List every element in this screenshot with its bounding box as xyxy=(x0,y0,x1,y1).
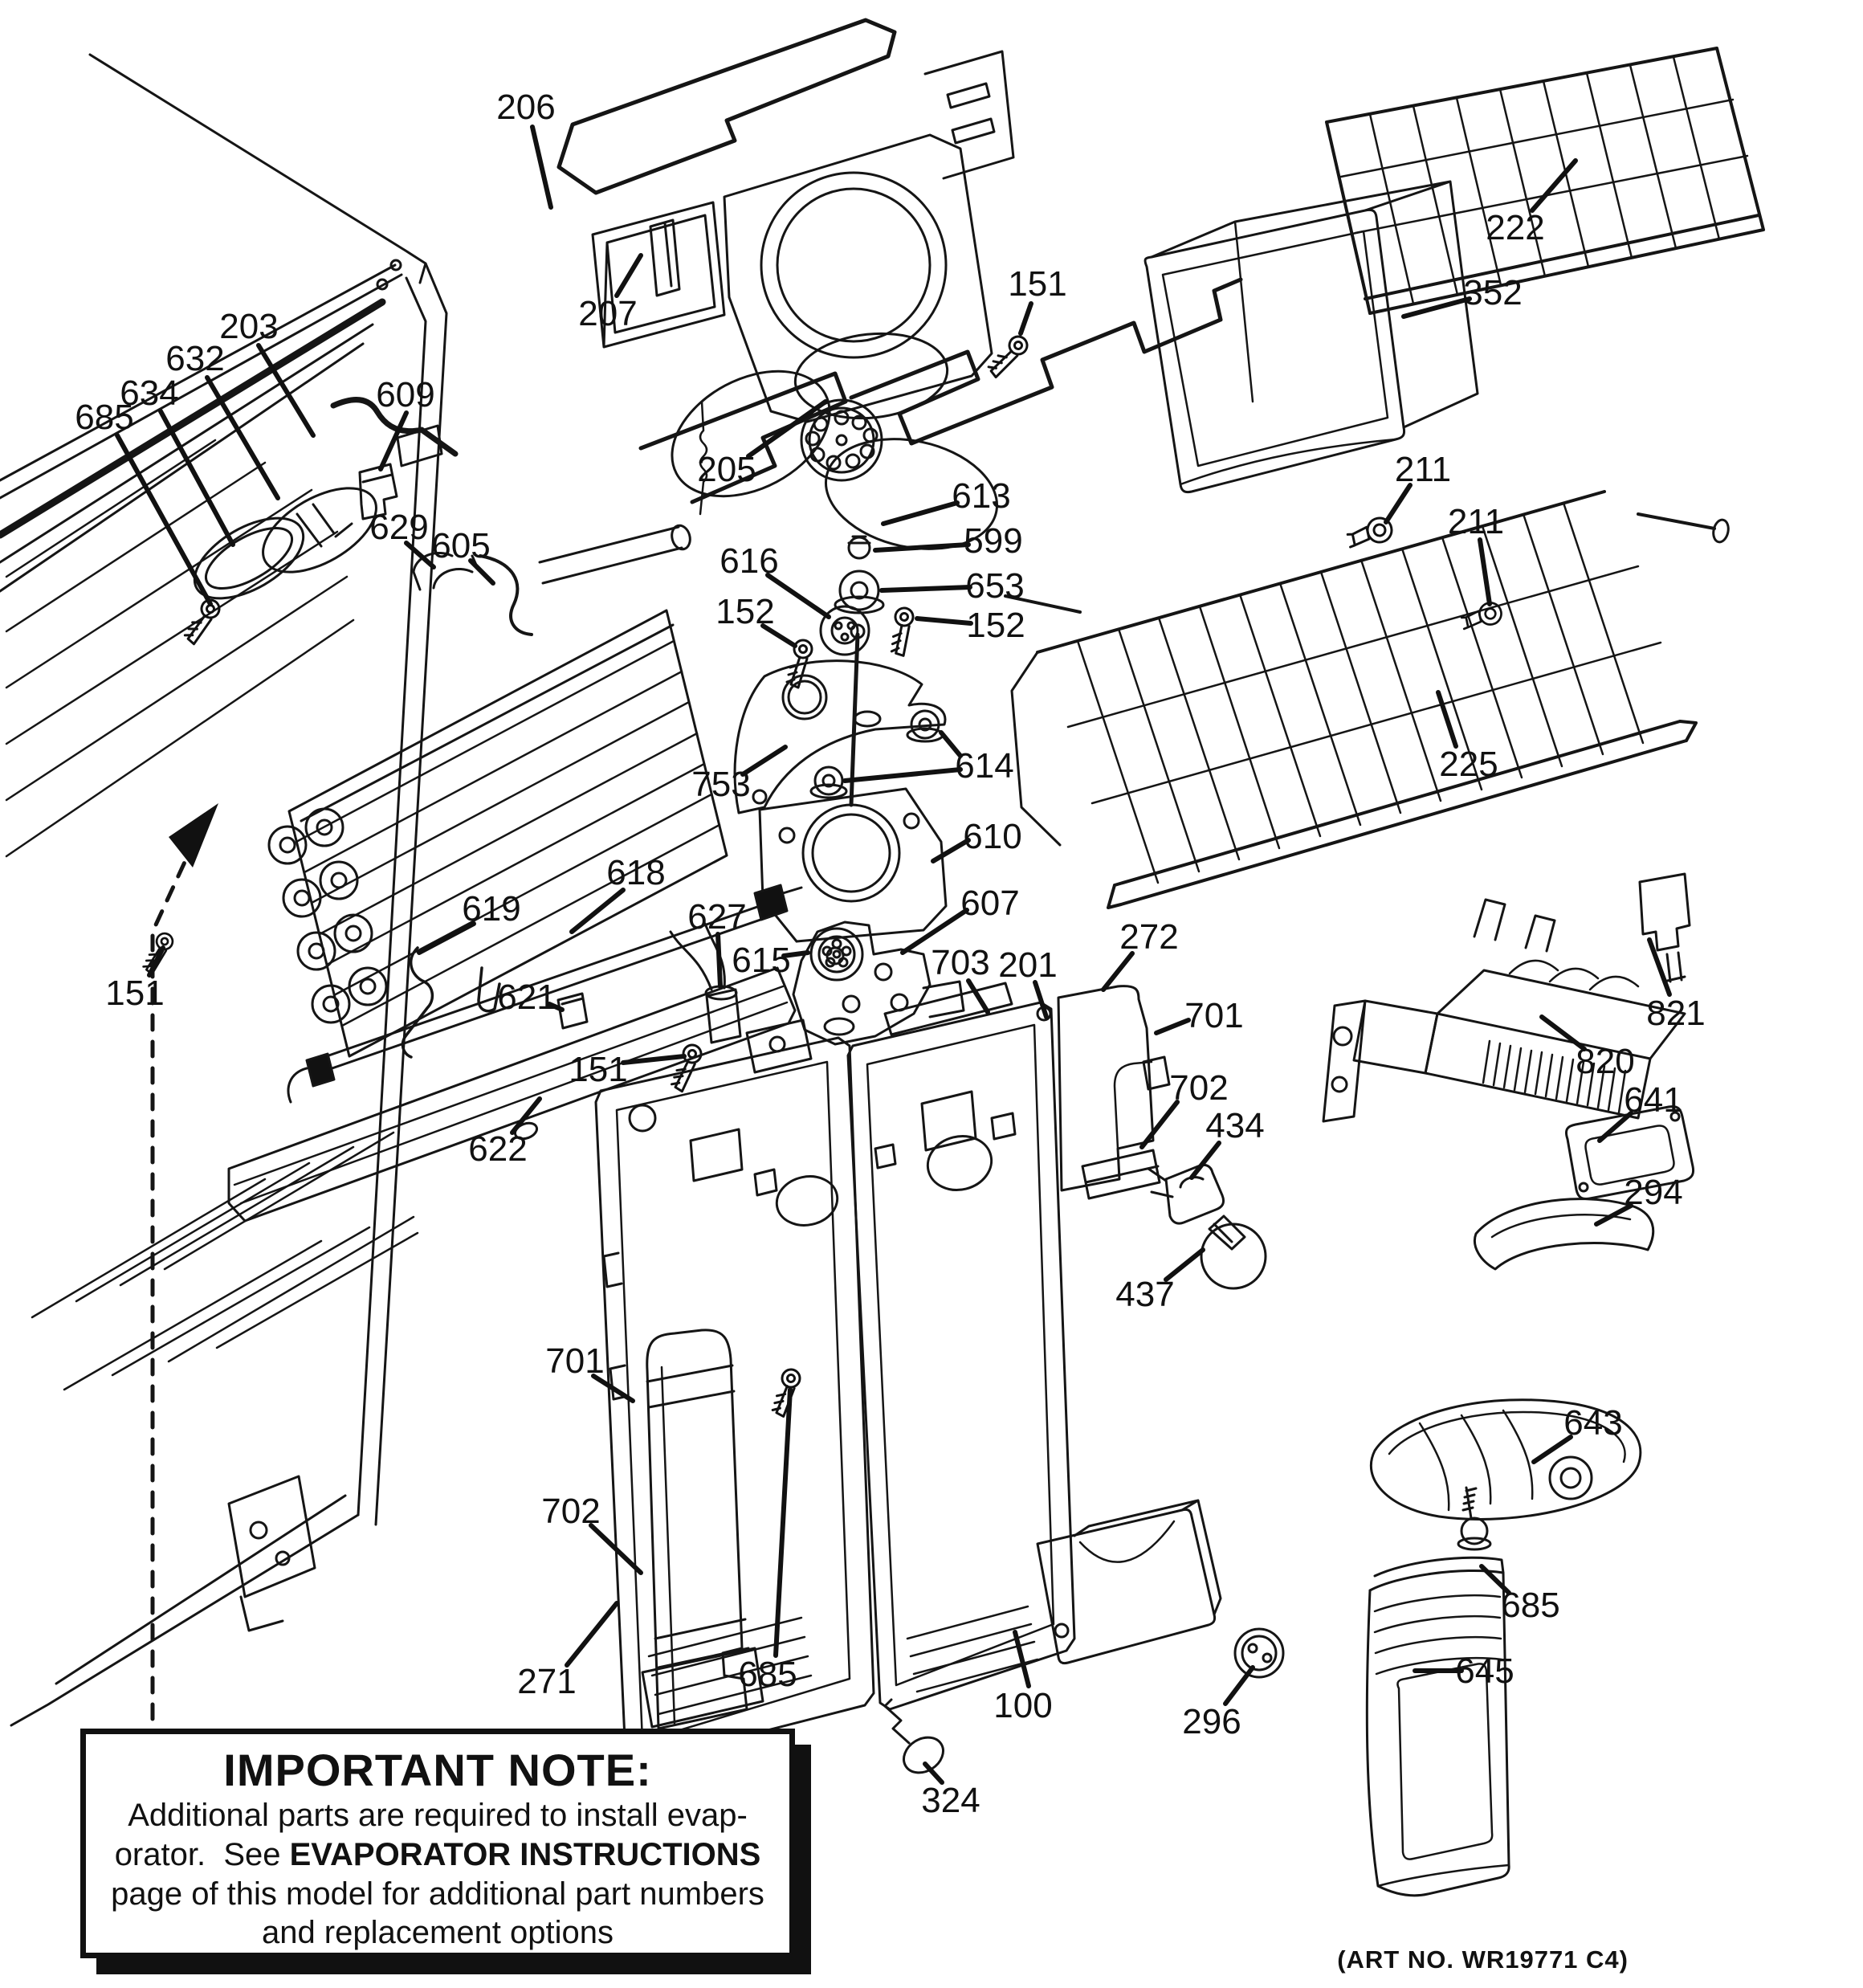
ice-bucket-352 xyxy=(1145,182,1478,492)
part-label-152: 152 xyxy=(715,592,775,631)
part-label-685: 685 xyxy=(75,398,134,437)
part-label-622: 622 xyxy=(468,1129,528,1169)
part-label-207: 207 xyxy=(578,294,638,333)
part-label-629: 629 xyxy=(369,508,429,547)
air-ducts xyxy=(642,986,1169,1729)
part-label-294: 294 xyxy=(1624,1173,1683,1212)
part-label-645: 645 xyxy=(1455,1651,1514,1691)
leader-line xyxy=(718,934,720,986)
leader-line xyxy=(1386,485,1410,522)
note-line: Additional parts are required to install evap- xyxy=(128,1798,748,1833)
part-label-753: 753 xyxy=(691,765,751,804)
part-label-206: 206 xyxy=(496,88,556,127)
part-label-634: 634 xyxy=(120,374,179,413)
part-label-151: 151 xyxy=(1008,264,1067,304)
cabinet-outline xyxy=(0,55,455,1725)
part-label-614: 614 xyxy=(955,746,1014,786)
note-line: orator. See EVAPORATOR INSTRUCTIONS xyxy=(114,1836,761,1872)
leader-line xyxy=(532,127,551,207)
part-label-203: 203 xyxy=(219,307,279,346)
part-label-701: 701 xyxy=(545,1341,605,1381)
part-label-701: 701 xyxy=(1184,996,1244,1035)
leader-line xyxy=(623,1056,684,1063)
part-label-615: 615 xyxy=(732,941,791,980)
part-label-272: 272 xyxy=(1119,917,1179,957)
part-label-352: 352 xyxy=(1463,273,1523,312)
leader-line xyxy=(768,575,829,617)
note-body xyxy=(86,1796,789,1953)
important-note-box xyxy=(80,1729,795,1958)
part-label-211: 211 xyxy=(1447,502,1505,541)
part-label-434: 434 xyxy=(1205,1106,1265,1145)
leader-line xyxy=(917,618,971,623)
part-label-821: 821 xyxy=(1646,994,1706,1033)
part-label-609: 609 xyxy=(376,375,435,414)
part-label-653: 653 xyxy=(965,566,1025,606)
slide-shelf-225 xyxy=(1005,492,1731,908)
part-label-599: 599 xyxy=(964,521,1023,561)
part-label-621: 621 xyxy=(497,978,556,1017)
leader-line xyxy=(883,503,957,524)
part-label-225: 225 xyxy=(1439,745,1498,784)
part-label-201: 201 xyxy=(998,945,1058,985)
leader-line xyxy=(1021,304,1031,333)
leader-line xyxy=(968,981,988,1012)
part-label-324: 324 xyxy=(921,1781,980,1820)
note-line: page of this model for additional part numbers xyxy=(111,1876,764,1912)
rear-panels xyxy=(596,983,1074,1764)
leader-line xyxy=(617,255,641,296)
leader-line xyxy=(776,1390,790,1655)
part-label-607: 607 xyxy=(960,884,1020,923)
leader-line xyxy=(1103,953,1132,990)
fan-shroud-assembly xyxy=(559,20,1241,502)
leader-line xyxy=(1156,1020,1188,1033)
leader-line xyxy=(1142,1102,1177,1147)
water-filter xyxy=(1367,1488,1509,1896)
leader-line xyxy=(1225,1668,1253,1704)
part-label-685: 685 xyxy=(738,1655,797,1694)
dispenser-parts xyxy=(885,1107,1694,1780)
leader-line xyxy=(1480,540,1490,604)
part-label-632: 632 xyxy=(165,339,225,378)
part-label-211: 211 xyxy=(1394,450,1452,489)
part-label-618: 618 xyxy=(606,853,666,892)
leader-line xyxy=(882,587,970,590)
part-label-152: 152 xyxy=(966,606,1025,645)
leader-line xyxy=(845,769,960,781)
leader-line xyxy=(207,378,278,498)
freezer-shelf-222 xyxy=(1327,48,1763,313)
leader-line xyxy=(1015,1632,1029,1686)
part-label-222: 222 xyxy=(1486,208,1545,247)
part-label-205: 205 xyxy=(697,450,756,489)
part-label-100: 100 xyxy=(993,1686,1053,1725)
leader-line xyxy=(567,1603,617,1665)
note-line: and replacement options xyxy=(261,1915,614,1951)
part-label-627: 627 xyxy=(687,897,747,937)
part-label-616: 616 xyxy=(720,541,779,581)
part-label-820: 820 xyxy=(1576,1042,1635,1081)
part-label-702: 702 xyxy=(541,1492,601,1531)
note-title: IMPORTANT NOTE: xyxy=(223,1745,652,1795)
part-label-641: 641 xyxy=(1624,1080,1683,1120)
part-label-702: 702 xyxy=(1169,1068,1229,1108)
leader-line xyxy=(117,435,210,604)
leader-line xyxy=(1192,1143,1219,1178)
light-socket-bulb xyxy=(1148,1165,1266,1288)
part-label-605: 605 xyxy=(431,526,491,565)
part-label-437: 437 xyxy=(1115,1275,1175,1314)
part-label-610: 610 xyxy=(963,817,1022,856)
art-number: (ART NO. WR19771 C4) xyxy=(1337,1945,1629,1974)
part-label-685: 685 xyxy=(1501,1586,1560,1625)
part-label-296: 296 xyxy=(1182,1702,1241,1741)
part-label-619: 619 xyxy=(462,889,521,929)
leader-line xyxy=(875,545,968,550)
evaporator-coil xyxy=(269,402,727,1056)
part-label-613: 613 xyxy=(952,476,1011,516)
part-label-643: 643 xyxy=(1563,1403,1623,1443)
part-label-703: 703 xyxy=(931,943,990,982)
part-label-151: 151 xyxy=(569,1050,628,1089)
part-label-271: 271 xyxy=(517,1662,577,1701)
part-label-151: 151 xyxy=(105,974,165,1013)
